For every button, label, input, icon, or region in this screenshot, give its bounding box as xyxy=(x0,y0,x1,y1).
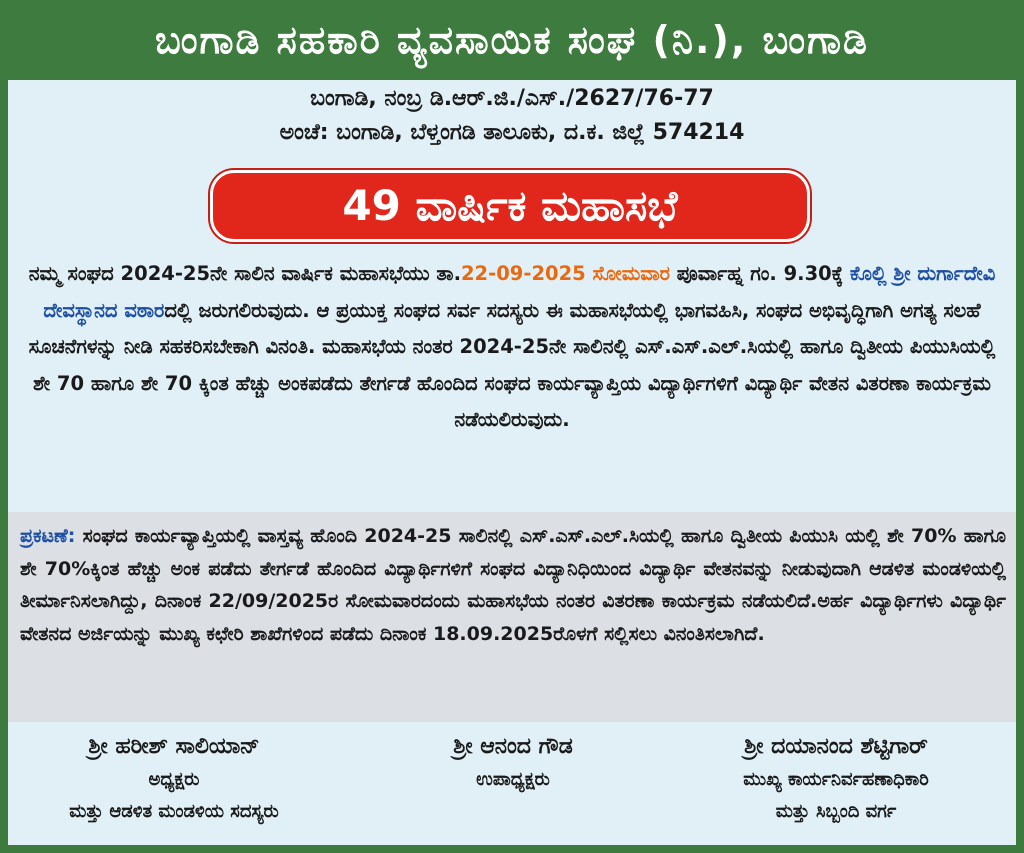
signatory-name: ಶ್ರೀ ಹರೀಶ್ ಸಾಲಿಯಾನ್ xyxy=(88,734,260,759)
annual-meeting-banner: 49 ವಾರ್ಷಿಕ ಮಹಾಸಭೆ xyxy=(210,170,810,242)
signatory-role: ಮುಖ್ಯ ಕಾರ್ಯನಿರ್ವಹಣಾಧಿಕಾರಿ xyxy=(743,769,929,790)
meeting-date: 22-09-2025 ಸೋಮವಾರ xyxy=(460,262,670,285)
meeting-notice xyxy=(22,256,1002,439)
announcement-box xyxy=(8,512,1016,722)
signatory-role: ಉಪಾಧ್ಯಕ್ಷರು xyxy=(476,769,550,790)
registration-number: ಬಂಗಾಡಿ, ನಂಬ್ರ ಡಿ.ಆರ್.ಜಿ./ಎಸ್./2627/76-77 xyxy=(310,86,714,111)
signatory-name: ಶ್ರೀ ಆನಂದ ಗೌಡ xyxy=(453,734,573,759)
postal-address: ಅಂಚೆ: ಬಂಗಾಡಿ, ಬೆಳ್ತಂಗಡಿ ತಾಲೂಕು, ದ.ಕ. ಜಿಲ್ಲೆ 574214 xyxy=(279,120,745,145)
signatory-name: ಶ್ರೀ ದಯಾನಂದ ಶೆಟ್ಟಿಗಾರ್ xyxy=(744,734,928,759)
notice-time: ಪೂರ್ವಾಹ್ನ ಗಂ. 9.30ಕ್ಕೆ xyxy=(676,262,850,285)
society-title: ಬಂಗಾಡಿ ಸಹಕಾರಿ ವ್ಯವಸಾಯಿಕ ಸಂಘ (ನಿ.), ಬಂಗಾಡಿ xyxy=(0,0,1024,80)
signatory-president xyxy=(14,730,334,828)
notice-panel xyxy=(8,80,1016,845)
announcement-body: ಸಂಘದ ಕಾರ್ಯವ್ಯಾಪ್ತಿಯಲ್ಲಿ ವಾಸ್ತವ್ಯ ಹೊಂದಿ 2024-25 ಸಾಲಿನಲ್ಲಿ ಎಸ್.ಎಸ್.ಎಲ್.ಸಿಯಲ್ಲಿ ಹಾಗೂ ದ್ವಿತೀಯ ಪಿಯುಸಿ ಯಲ್ಲಿ ಶೇ 70% ಹಾಗೂ ಶೇ 70%ಕ್ಕಿಂತ ಹೆಚ್ಚು ಅಂಕ ಪಡೆದು ತೇರ್ಗಡೆ ಹೊಂದಿದ ವಿದ್ಯಾರ್ಥಿಗಳಿಗೆ ಸಂಘದ ವಿದ್ಯಾನಿಧಿಯಿಂದ ವಿದ್ಯಾರ್ಥಿ ವೇತನವನ್ನು ನೀಡುವುದಾಗಿ ಆಡಳಿತ ಮಂಡಳಿಯಲ್ಲಿ ತೀರ್ಮಾನಿಸಲಾಗಿದ್ದು, ದಿನಾಂಕ 22/09/2025ರ ಸೋಮವಾರದಂದು ಮಹಾಸಭೆಯ ನಂತರ ವಿತರಣಾ ಕಾರ್ಯಕ್ರಮ ನಡೆಯಲಿದೆ.ಅರ್ಹ ವಿದ್ಯಾರ್ಥಿಗಳು ವಿದ್ಯಾರ್ಥಿ ವೇತನದ ಅರ್ಜಿಯನ್ನು ಮುಖ್ಯ ಕಛೇರಿ ಶಾಖೆಗಳಿಂದ ಪಡೆದು ದಿನಾಂಕ 18.09.2025ರೊಳಗೆ ಸಲ್ಲಿಸಲು ವಿನಂತಿಸಲಾಗಿದೆ. xyxy=(20,525,1006,645)
notice-intro: ನಮ್ಮ ಸಂಘದ 2024-25ನೇ ಸಾಲಿನ ವಾರ್ಷಿಕ ಮಹಾಸಭೆಯು ತಾ. xyxy=(28,262,461,285)
meeting-venue: ಕೊಲ್ಲಿ ಶ್ರೀ ದುರ್ಗಾದೇವಿ ದೇವಸ್ಥಾನದ ವಠಾರ xyxy=(43,262,996,322)
announcement-label: ಪ್ರಕಟಣೆ: xyxy=(20,525,76,547)
notice-body: ದಲ್ಲಿ ಜರುಗಲಿರುವುದು. ಆ ಪ್ರಯುಕ್ತ ಸಂಘದ ಸರ್ವ ಸದಸ್ಯರು ಈ ಮಹಾಸಭೆಯಲ್ಲಿ ಭಾಗವಹಿಸಿ, ಸಂಘದ ಅಭಿವೃದ್ಧಿಗಾಗಿ ಅಗತ್ಯ ಸಲಹೆ ಸೂಚನೆಗಳನ್ನು ನೀಡಿ ಸಹಕರಿಸಬೇಕಾಗಿ ವಿನಂತಿ. ಮಹಾಸಭೆಯ ನಂತರ 2024-25ನೇ ಸಾಲಿನಲ್ಲಿ ಎಸ್.ಎಸ್.ಎಲ್.ಸಿಯಲ್ಲಿ ಹಾಗೂ ದ್ವಿತೀಯ ಪಿಯುಸಿಯಲ್ಲಿ ಶೇ 70 ಹಾಗೂ ಶೇ 70 ಕ್ಕಿಂತ ಹೆಚ್ಚು ಅಂಕಪಡೆದು ತೇರ್ಗಡೆ ಹೊಂದಿದ ಸಂಘದ ಕಾರ್ಯವ್ಯಾಪ್ತಿಯ ವಿದ್ಯಾರ್ಥಿಗಳಿಗೆ ವಿದ್ಯಾರ್ಥಿ ವೇತನ ವಿತರಣಾ ಕಾರ್ಯಕ್ರಮ ನಡೆಯಲಿರುವುದು. xyxy=(28,298,996,431)
signatory-role: ಅಧ್ಯಕ್ಷರು xyxy=(148,769,200,790)
signatory-ceo xyxy=(658,730,1014,828)
announcement-text xyxy=(20,520,1006,650)
signatory-vice-president xyxy=(368,730,658,796)
signatory-role-extra: ಮತ್ತು ಆಡಳಿತ ಮಂಡಳಿಯ ಸದಸ್ಯರು xyxy=(69,801,279,822)
signatory-role-extra: ಮತ್ತು ಸಿಬ್ಬಂದಿ ವರ್ಗ xyxy=(775,801,897,822)
